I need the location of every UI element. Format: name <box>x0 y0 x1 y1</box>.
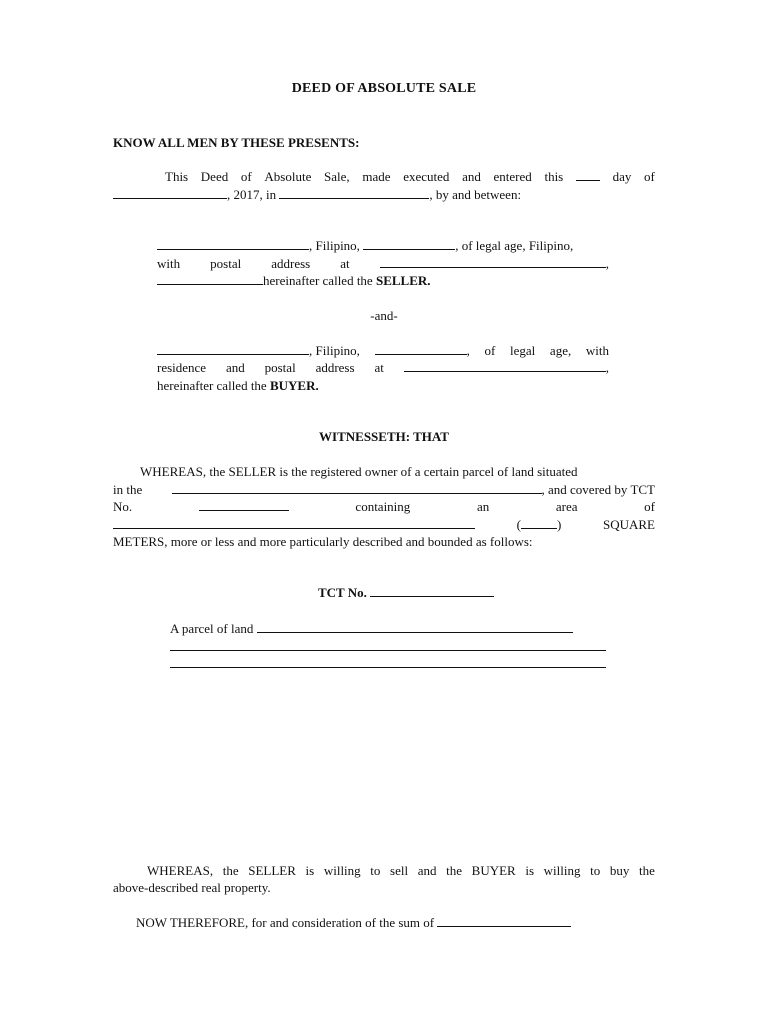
buyer-line-2: residence and postal address at , <box>157 360 609 375</box>
whereas1-line-3: No. containing an area of <box>113 499 655 514</box>
month-blank[interactable] <box>113 186 227 199</box>
day-blank[interactable] <box>576 168 600 181</box>
seller-line-2: with postal address at , <box>157 256 609 271</box>
tct-number-blank[interactable] <box>199 498 289 511</box>
now-therefore-line: NOW THEREFORE, for and consideration of the sum of <box>136 914 571 932</box>
location-blank[interactable] <box>172 481 542 494</box>
parcel-description-blank-2[interactable] <box>170 638 606 651</box>
seller-status-blank[interactable] <box>363 237 455 250</box>
parcel-line-3 <box>170 655 606 673</box>
buyer-name-blank[interactable] <box>157 342 309 355</box>
opening-line-1: This Deed of Absolute Sale, made executed and entered this day of <box>165 169 655 184</box>
parcel-line-1: A parcel of land <box>170 620 573 638</box>
parcel-description-blank-1[interactable] <box>257 620 573 633</box>
tct-line: TCT No. <box>318 584 494 602</box>
whereas2-line-1: WHEREAS, the SELLER is willing to sell and the BUYER is willing to buy the <box>147 863 655 878</box>
whereas1-line-5: METERS, more or less and more particularly described and bounded as follows: <box>113 534 533 549</box>
buyer-status-blank[interactable] <box>375 342 467 355</box>
parcel-line-2 <box>170 638 606 656</box>
intro-heading: KNOW ALL MEN BY THESE PRESENTS: <box>113 135 360 150</box>
seller-line-1: , Filipino, , of legal age, Filipino, <box>157 237 609 255</box>
whereas2-line-2: above-described real property. <box>113 880 271 895</box>
buyer-label: BUYER. <box>269 378 319 393</box>
tct-blank[interactable] <box>370 584 494 597</box>
area-words-blank[interactable] <box>113 516 475 529</box>
seller-address-cont-blank[interactable] <box>157 272 263 285</box>
buyer-address-blank[interactable] <box>404 359 606 372</box>
buyer-line-1: , Filipino, , of legal age, with <box>157 342 609 360</box>
whereas1-line-2: in the , and covered by TCT <box>113 482 655 497</box>
place-blank[interactable] <box>279 186 429 199</box>
whereas1-line-4: ( ) SQUARE <box>113 516 655 534</box>
seller-name-blank[interactable] <box>157 237 309 250</box>
seller-address-blank[interactable] <box>380 255 606 268</box>
seller-label: SELLER. <box>375 273 431 288</box>
and-separator: -and- <box>370 308 398 323</box>
consideration-amount-blank[interactable] <box>437 914 571 927</box>
witnesseth-heading: WITNESSETH: THAT <box>319 429 449 444</box>
area-number-blank[interactable] <box>521 516 557 529</box>
parcel-description-blank-3[interactable] <box>170 655 606 668</box>
document-title: DEED OF ABSOLUTE SALE <box>291 81 477 96</box>
buyer-line-3: hereinafter called the BUYER. <box>157 378 319 393</box>
whereas1-line-1: WHEREAS, the SELLER is the registered owner of a certain parcel of land situated <box>140 464 578 479</box>
seller-line-3: hereinafter called the SELLER. <box>157 272 431 290</box>
opening-line-2: , 2017, in , by and between: <box>113 186 521 204</box>
